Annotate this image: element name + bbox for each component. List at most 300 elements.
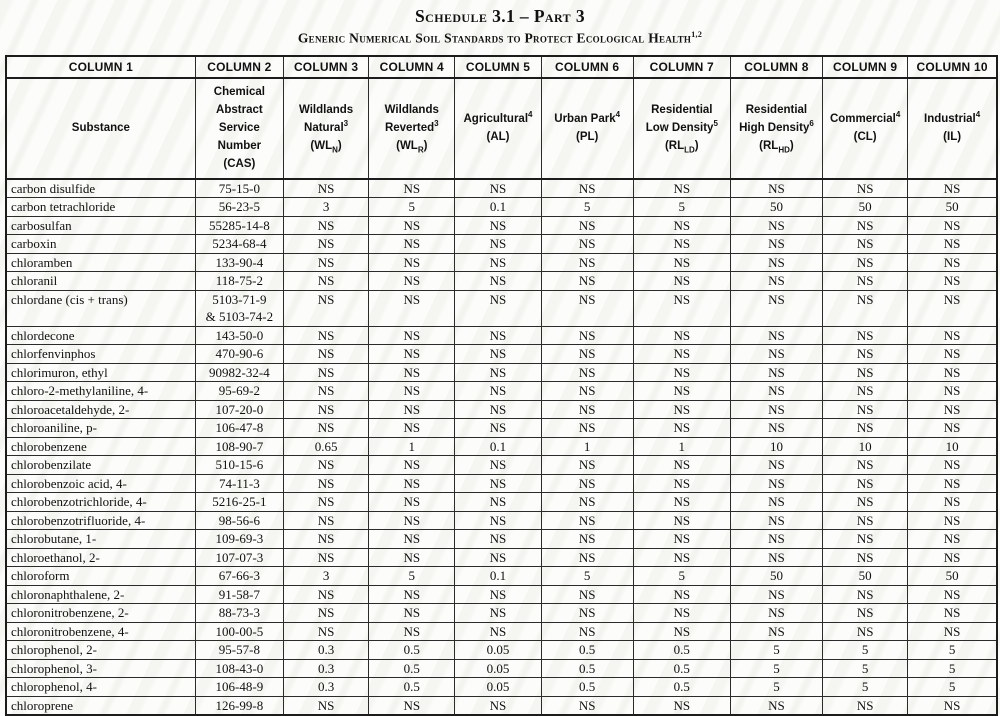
value-cell: NS <box>633 235 730 254</box>
value-cell: NS <box>283 493 368 512</box>
value-cell: NS <box>730 272 822 291</box>
value-cell: NS <box>823 179 908 198</box>
cas-cell: 5103-71-9 & 5103-74-2 <box>195 290 283 326</box>
value-cell: 0.1 <box>455 437 541 456</box>
substance-cell: chlorfenvinphos <box>6 345 195 364</box>
cas-cell: 126-99-8 <box>195 696 283 715</box>
column-label: COLUMN 8 <box>730 56 822 78</box>
substance-cell: chlorobenzotrifluoride, 4- <box>6 511 195 530</box>
column-header: Wildlands Reverted$^3$ $(WL_R)$ <box>369 78 455 179</box>
cas-cell: 106-48-9 <box>195 678 283 697</box>
value-cell: NS <box>633 326 730 345</box>
value-cell: 50 <box>823 567 908 586</box>
value-cell: NS <box>823 363 908 382</box>
value-cell: NS <box>369 419 455 438</box>
cas-cell: 143-50-0 <box>195 326 283 345</box>
value-cell: NS <box>283 363 368 382</box>
value-cell: 0.5 <box>541 678 633 697</box>
table-row <box>6 511 997 530</box>
cas-cell: 107-20-0 <box>195 400 283 419</box>
value-cell: NS <box>455 419 541 438</box>
value-cell: NS <box>283 179 368 198</box>
value-cell: NS <box>455 363 541 382</box>
value-cell: 1 <box>369 437 455 456</box>
cas-cell: 118-75-2 <box>195 272 283 291</box>
substance-cell: chloro-2-methylaniline, 4- <box>6 382 195 401</box>
value-cell: NS <box>633 696 730 715</box>
table-row <box>6 216 997 235</box>
value-cell: 5 <box>908 678 997 697</box>
table-row <box>6 474 997 493</box>
value-cell: NS <box>823 290 908 326</box>
value-cell: NS <box>633 382 730 401</box>
value-cell: NS <box>908 345 997 364</box>
value-cell: NS <box>633 585 730 604</box>
value-cell: NS <box>908 585 997 604</box>
value-cell: NS <box>908 253 997 272</box>
value-cell: NS <box>541 253 633 272</box>
substance-cell: chlorophenol, 4- <box>6 678 195 697</box>
value-cell: 5 <box>730 641 822 660</box>
substance-cell: chlorobenzilate <box>6 456 195 475</box>
table-row <box>6 437 997 456</box>
value-cell: NS <box>730 179 822 198</box>
table-row <box>6 456 997 475</box>
value-cell: NS <box>283 530 368 549</box>
value-cell: NS <box>908 382 997 401</box>
value-cell: NS <box>369 400 455 419</box>
value-cell: NS <box>633 179 730 198</box>
value-cell: NS <box>730 235 822 254</box>
value-cell: 0.3 <box>283 659 368 678</box>
cas-cell: 74-11-3 <box>195 474 283 493</box>
cas-cell: 5234-68-4 <box>195 235 283 254</box>
value-cell: NS <box>730 511 822 530</box>
value-cell: NS <box>541 326 633 345</box>
substance-cell: chloronitrobenzene, 2- <box>6 604 195 623</box>
value-cell: NS <box>541 493 633 512</box>
cas-cell: 107-07-3 <box>195 548 283 567</box>
substance-cell: chloroaniline, p- <box>6 419 195 438</box>
value-cell: NS <box>823 272 908 291</box>
value-cell: NS <box>633 474 730 493</box>
value-cell: NS <box>369 382 455 401</box>
value-cell: NS <box>823 326 908 345</box>
table-row <box>6 530 997 549</box>
value-cell: 5 <box>823 659 908 678</box>
value-cell: NS <box>908 604 997 623</box>
value-cell: NS <box>633 511 730 530</box>
value-cell: NS <box>541 585 633 604</box>
substance-cell: chloroacetaldehyde, 2- <box>6 400 195 419</box>
value-cell: NS <box>455 456 541 475</box>
value-cell: NS <box>730 548 822 567</box>
value-cell: NS <box>908 419 997 438</box>
value-cell: NS <box>633 456 730 475</box>
substance-cell: carbosulfan <box>6 216 195 235</box>
table-row <box>6 622 997 641</box>
value-cell: 0.5 <box>369 678 455 697</box>
column-label: COLUMN 6 <box>541 56 633 78</box>
cas-cell: 109-69-3 <box>195 530 283 549</box>
value-cell: NS <box>823 511 908 530</box>
value-cell: NS <box>283 474 368 493</box>
value-cell: NS <box>908 511 997 530</box>
column-header: Substance <box>6 78 195 179</box>
value-cell: 0.05 <box>455 659 541 678</box>
value-cell: NS <box>283 326 368 345</box>
value-cell: NS <box>823 235 908 254</box>
value-cell: NS <box>730 474 822 493</box>
value-cell: 3 <box>283 567 368 586</box>
value-cell: NS <box>369 622 455 641</box>
value-cell: NS <box>823 345 908 364</box>
value-cell: NS <box>823 216 908 235</box>
value-cell: NS <box>455 345 541 364</box>
value-cell: NS <box>283 419 368 438</box>
value-cell: NS <box>455 179 541 198</box>
value-cell: NS <box>455 235 541 254</box>
substance-cell: carbon tetrachloride <box>6 198 195 217</box>
value-cell: NS <box>369 530 455 549</box>
table-row <box>6 235 997 254</box>
cas-cell: 108-90-7 <box>195 437 283 456</box>
value-cell: NS <box>541 216 633 235</box>
value-cell: NS <box>730 345 822 364</box>
value-cell: NS <box>541 548 633 567</box>
value-cell: NS <box>908 290 997 326</box>
value-cell: NS <box>283 548 368 567</box>
value-cell: 3 <box>283 198 368 217</box>
value-cell: NS <box>283 235 368 254</box>
value-cell: NS <box>730 419 822 438</box>
value-cell: NS <box>283 272 368 291</box>
value-cell: NS <box>730 400 822 419</box>
value-cell: NS <box>908 548 997 567</box>
value-cell: NS <box>730 290 822 326</box>
value-cell: NS <box>369 585 455 604</box>
value-cell: NS <box>633 253 730 272</box>
value-cell: NS <box>730 585 822 604</box>
column-label: COLUMN 2 <box>195 56 283 78</box>
column-header: Wildlands Natural$^3$ $(WL_N)$ <box>283 78 368 179</box>
value-cell: NS <box>633 272 730 291</box>
value-cell: NS <box>369 696 455 715</box>
table-row <box>6 696 997 715</box>
value-cell: NS <box>455 511 541 530</box>
substance-cell: chloronitrobenzene, 4- <box>6 622 195 641</box>
substance-cell: chlorobenzotrichloride, 4- <box>6 493 195 512</box>
value-cell: NS <box>455 530 541 549</box>
value-cell: NS <box>908 179 997 198</box>
value-cell: 0.05 <box>455 678 541 697</box>
value-cell: 50 <box>908 198 997 217</box>
document-subtitle: Generic Numerical Soil Standards to Protect Ecological Health$^{1,2}$ <box>0 30 1000 47</box>
cas-cell: 88-73-3 <box>195 604 283 623</box>
value-cell: NS <box>455 696 541 715</box>
column-header: Chemical Abstract Service Number (CAS) <box>195 78 283 179</box>
cas-cell: 91-58-7 <box>195 585 283 604</box>
value-cell: NS <box>633 363 730 382</box>
value-cell: NS <box>541 400 633 419</box>
table-row <box>6 493 997 512</box>
value-cell: 5 <box>730 678 822 697</box>
document-title: Schedule 3.1 – Part 3 <box>0 6 1000 27</box>
value-cell: 0.5 <box>369 659 455 678</box>
value-cell: NS <box>369 235 455 254</box>
substance-cell: chloramben <box>6 253 195 272</box>
value-cell: NS <box>541 290 633 326</box>
value-cell: NS <box>633 290 730 326</box>
value-cell: NS <box>823 604 908 623</box>
value-cell: NS <box>283 345 368 364</box>
column-header: Commercial$^4$ (CL) <box>823 78 908 179</box>
value-cell: NS <box>541 474 633 493</box>
value-cell: NS <box>633 604 730 623</box>
value-cell: NS <box>908 456 997 475</box>
value-cell: NS <box>369 272 455 291</box>
value-cell: NS <box>908 326 997 345</box>
substance-cell: carboxin <box>6 235 195 254</box>
table-row <box>6 585 997 604</box>
value-cell: NS <box>823 382 908 401</box>
value-cell: NS <box>283 511 368 530</box>
value-cell: 50 <box>730 567 822 586</box>
value-cell: 10 <box>823 437 908 456</box>
value-cell: NS <box>908 530 997 549</box>
value-cell: NS <box>369 345 455 364</box>
column-label: COLUMN 3 <box>283 56 368 78</box>
substance-cell: chloroethanol, 2- <box>6 548 195 567</box>
value-cell: 10 <box>908 437 997 456</box>
table-header <box>6 56 997 179</box>
value-cell: NS <box>908 400 997 419</box>
value-cell: NS <box>283 696 368 715</box>
value-cell: 5 <box>369 567 455 586</box>
value-cell: NS <box>823 456 908 475</box>
value-cell: NS <box>823 585 908 604</box>
substance-cell: chlorobenzene <box>6 437 195 456</box>
value-cell: NS <box>455 622 541 641</box>
substance-cell: chlorobutane, 1- <box>6 530 195 549</box>
table-row <box>6 290 997 326</box>
value-cell: 5 <box>369 198 455 217</box>
column-header: Residential Low Density$^5$ $(RL_{LD})$ <box>633 78 730 179</box>
value-cell: NS <box>455 474 541 493</box>
column-header: Industrial$^4$ (IL) <box>908 78 997 179</box>
value-cell: NS <box>455 604 541 623</box>
table-row <box>6 419 997 438</box>
value-cell: NS <box>541 345 633 364</box>
value-cell: NS <box>541 179 633 198</box>
value-cell: 0.1 <box>455 198 541 217</box>
value-cell: NS <box>369 216 455 235</box>
value-cell: 0.5 <box>541 641 633 660</box>
value-cell: 0.65 <box>283 437 368 456</box>
value-cell: 1 <box>633 437 730 456</box>
value-cell: NS <box>283 253 368 272</box>
value-cell: 5 <box>823 678 908 697</box>
value-cell: NS <box>633 400 730 419</box>
cas-cell: 98-56-6 <box>195 511 283 530</box>
cas-cell: 510-15-6 <box>195 456 283 475</box>
value-cell: NS <box>730 326 822 345</box>
value-cell: 0.3 <box>283 678 368 697</box>
column-header: Residential High Density$^6$ $(RL_{HD})$ <box>730 78 822 179</box>
cas-cell: 470-90-6 <box>195 345 283 364</box>
value-cell: 0.5 <box>633 659 730 678</box>
table-row <box>6 382 997 401</box>
value-cell: NS <box>633 345 730 364</box>
value-cell: 10 <box>730 437 822 456</box>
value-cell: NS <box>823 419 908 438</box>
column-label: COLUMN 1 <box>6 56 195 78</box>
value-cell: NS <box>633 419 730 438</box>
value-cell: NS <box>633 622 730 641</box>
value-cell: NS <box>730 382 822 401</box>
value-cell: NS <box>541 382 633 401</box>
value-cell: NS <box>823 696 908 715</box>
value-cell: NS <box>908 696 997 715</box>
value-cell: NS <box>455 493 541 512</box>
cas-cell: 90982-32-4 <box>195 363 283 382</box>
substance-cell: chlorimuron, ethyl <box>6 363 195 382</box>
value-cell: NS <box>283 585 368 604</box>
column-label: COLUMN 9 <box>823 56 908 78</box>
value-cell: NS <box>283 622 368 641</box>
value-cell: 0.05 <box>455 641 541 660</box>
value-cell: NS <box>730 456 822 475</box>
value-cell: 5 <box>541 198 633 217</box>
column-header-row <box>6 78 997 179</box>
value-cell: NS <box>369 493 455 512</box>
value-cell: 5 <box>908 659 997 678</box>
value-cell: NS <box>455 585 541 604</box>
table-row <box>6 272 997 291</box>
cas-cell: 106-47-8 <box>195 419 283 438</box>
substance-cell: chlorophenol, 3- <box>6 659 195 678</box>
column-label: COLUMN 5 <box>455 56 541 78</box>
value-cell: 50 <box>730 198 822 217</box>
value-cell: 50 <box>908 567 997 586</box>
value-cell: NS <box>369 511 455 530</box>
cas-cell: 133-90-4 <box>195 253 283 272</box>
cas-cell: 56-23-5 <box>195 198 283 217</box>
table-row <box>6 253 997 272</box>
value-cell: NS <box>730 216 822 235</box>
value-cell: NS <box>541 272 633 291</box>
value-cell: NS <box>455 400 541 419</box>
value-cell: NS <box>455 382 541 401</box>
table-row <box>6 179 997 198</box>
value-cell: 0.1 <box>455 567 541 586</box>
table-row <box>6 548 997 567</box>
value-cell: NS <box>730 604 822 623</box>
substance-cell: carbon disulfide <box>6 179 195 198</box>
table-row <box>6 326 997 345</box>
value-cell: NS <box>730 363 822 382</box>
value-cell: NS <box>369 363 455 382</box>
value-cell: NS <box>908 272 997 291</box>
cas-cell: 95-57-8 <box>195 641 283 660</box>
substance-cell: chloranil <box>6 272 195 291</box>
value-cell: NS <box>908 622 997 641</box>
value-cell: NS <box>283 400 368 419</box>
table-row <box>6 400 997 419</box>
value-cell: NS <box>369 604 455 623</box>
table-row <box>6 659 997 678</box>
value-cell: NS <box>369 290 455 326</box>
value-cell: NS <box>541 419 633 438</box>
value-cell: NS <box>541 622 633 641</box>
value-cell: NS <box>369 179 455 198</box>
value-cell: NS <box>730 253 822 272</box>
value-cell: 5 <box>908 641 997 660</box>
value-cell: 5 <box>541 567 633 586</box>
value-cell: NS <box>283 290 368 326</box>
value-cell: NS <box>541 696 633 715</box>
value-cell: NS <box>455 548 541 567</box>
value-cell: 0.5 <box>633 678 730 697</box>
value-cell: NS <box>823 622 908 641</box>
substance-cell: chloroprene <box>6 696 195 715</box>
column-header: Urban Park$^4$ (PL) <box>541 78 633 179</box>
value-cell: NS <box>455 272 541 291</box>
table-row <box>6 198 997 217</box>
cas-cell: 75-15-0 <box>195 179 283 198</box>
value-cell: NS <box>541 604 633 623</box>
value-cell: NS <box>633 530 730 549</box>
substance-cell: chloronaphthalene, 2- <box>6 585 195 604</box>
value-cell: NS <box>633 548 730 567</box>
value-cell: NS <box>633 216 730 235</box>
value-cell: NS <box>908 216 997 235</box>
value-cell: NS <box>541 456 633 475</box>
value-cell: NS <box>823 253 908 272</box>
value-cell: NS <box>541 235 633 254</box>
value-cell: 1 <box>541 437 633 456</box>
value-cell: NS <box>823 493 908 512</box>
value-cell: NS <box>283 604 368 623</box>
cas-cell: 67-66-3 <box>195 567 283 586</box>
value-cell: NS <box>369 253 455 272</box>
value-cell: NS <box>823 400 908 419</box>
value-cell: 5 <box>823 641 908 660</box>
table-row <box>6 567 997 586</box>
value-cell: 0.5 <box>541 659 633 678</box>
value-cell: 5 <box>730 659 822 678</box>
value-cell: NS <box>823 548 908 567</box>
value-cell: 5 <box>633 198 730 217</box>
value-cell: NS <box>369 474 455 493</box>
value-cell: NS <box>908 235 997 254</box>
column-label: COLUMN 7 <box>633 56 730 78</box>
value-cell: 5 <box>633 567 730 586</box>
value-cell: NS <box>283 456 368 475</box>
table-row <box>6 604 997 623</box>
value-cell: NS <box>908 363 997 382</box>
column-label-row <box>6 56 997 78</box>
value-cell: NS <box>283 216 368 235</box>
value-cell: NS <box>541 511 633 530</box>
value-cell: NS <box>541 363 633 382</box>
value-cell: NS <box>455 216 541 235</box>
value-cell: 50 <box>823 198 908 217</box>
substance-cell: chlorophenol, 2- <box>6 641 195 660</box>
value-cell: NS <box>823 474 908 493</box>
value-cell: NS <box>633 493 730 512</box>
soil-standards-table <box>5 55 998 716</box>
